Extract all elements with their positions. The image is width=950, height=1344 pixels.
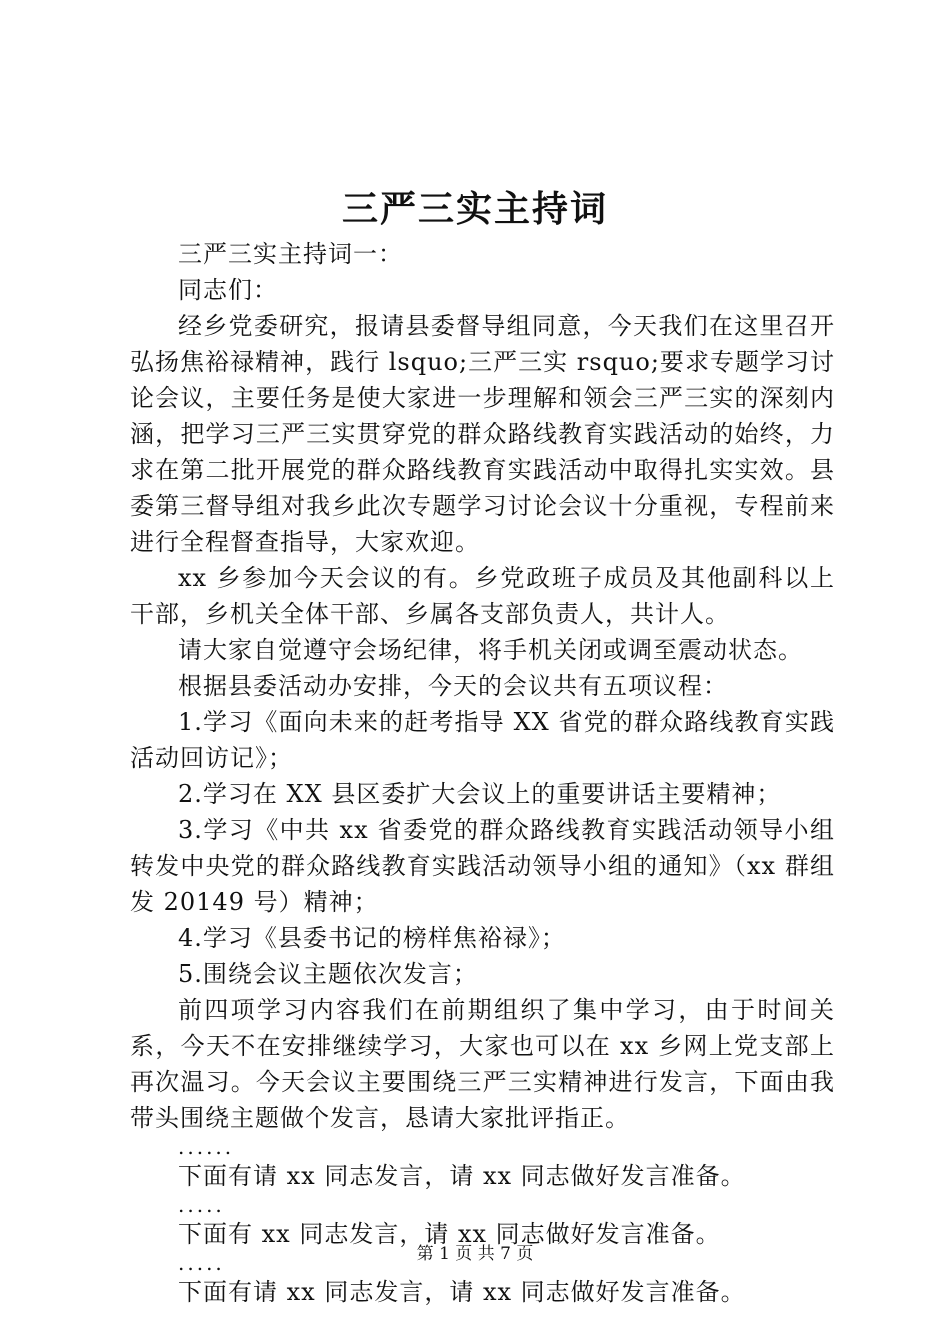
agenda-item: 2.学习在 XX 县区委扩大会议上的重要讲话主要精神； — [178, 780, 782, 808]
agenda-item: 1.学习《面向未来的赶考指导 XX 省党的群众路线教育实践活动回访记》； — [130, 708, 835, 772]
agenda-item: 5.围绕会议主题依次发言； — [178, 960, 478, 988]
paragraph: 前四项学习内容我们在前期组织了集中学习，由于时间关系，今天不在安排继续学习，大家也可以在 xx 乡网上党支部上再次温习。今天会议主要围绕三严三实精神进行发言，下面由我带头围绕主题做个发言，恳请大家批评指正。 — [130, 996, 835, 1132]
paragraph: 请大家自觉遵守会场纪律，将手机关闭或调至震动状态。 — [178, 636, 803, 664]
agenda-item: 3.学习《中共 xx 省委党的群众路线教育实践活动领导小组转发中央党的群众路线教育实践活动领导小组的通知》（xx 群组发 20149 号）精神； — [130, 816, 835, 916]
document-body — [130, 236, 835, 1310]
ellipsis: ..... — [178, 1251, 225, 1275]
paragraph: 同志们： — [178, 276, 278, 304]
paragraph: xx 乡参加今天会议的有。乡党政班子成员及其他副科以上干部，乡机关全体干部、乡属各支部负责人，共计人。 — [130, 564, 835, 628]
ellipsis: ...... — [178, 1135, 235, 1159]
agenda-item: 4.学习《县委书记的榜样焦裕禄》； — [178, 924, 566, 952]
paragraph: 经乡党委研究，报请县委督导组同意，今天我们在这里召开弘扬焦裕禄精神，践行 lsquo;三严三实 rsquo;要求专题学习讨论会议，主要任务是使大家进一步理解和领会三严三实的深刻内涵，把学习三严三实贯穿党的群众路线教育实践活动的始终，力求在第二批开展党的群众路线教育实践活动中取得扎实实效。县委第三督导组对我乡此次专题学习讨论会议十分重视，专程前来进行全程督查指导，大家欢迎。 — [130, 312, 835, 556]
paragraph: 根据县委活动办安排，今天的会议共有五项议程： — [178, 672, 728, 700]
page-footer: 第 1 页 共 7 页 — [416, 1244, 534, 1264]
speaker-line: 下面有请 xx 同志发言，请 xx 同志做好发言准备。 — [178, 1162, 746, 1190]
ellipsis: ..... — [178, 1193, 225, 1217]
speaker-line: 下面有请 xx 同志发言，请 xx 同志做好发言准备。 — [178, 1278, 746, 1306]
document-title: 三严三实主持词 — [341, 188, 608, 230]
speaker-line: 下面有 xx 同志发言，请 xx 同志做好发言准备。 — [178, 1220, 721, 1248]
paragraph: 三严三实主持词一： — [178, 240, 403, 268]
